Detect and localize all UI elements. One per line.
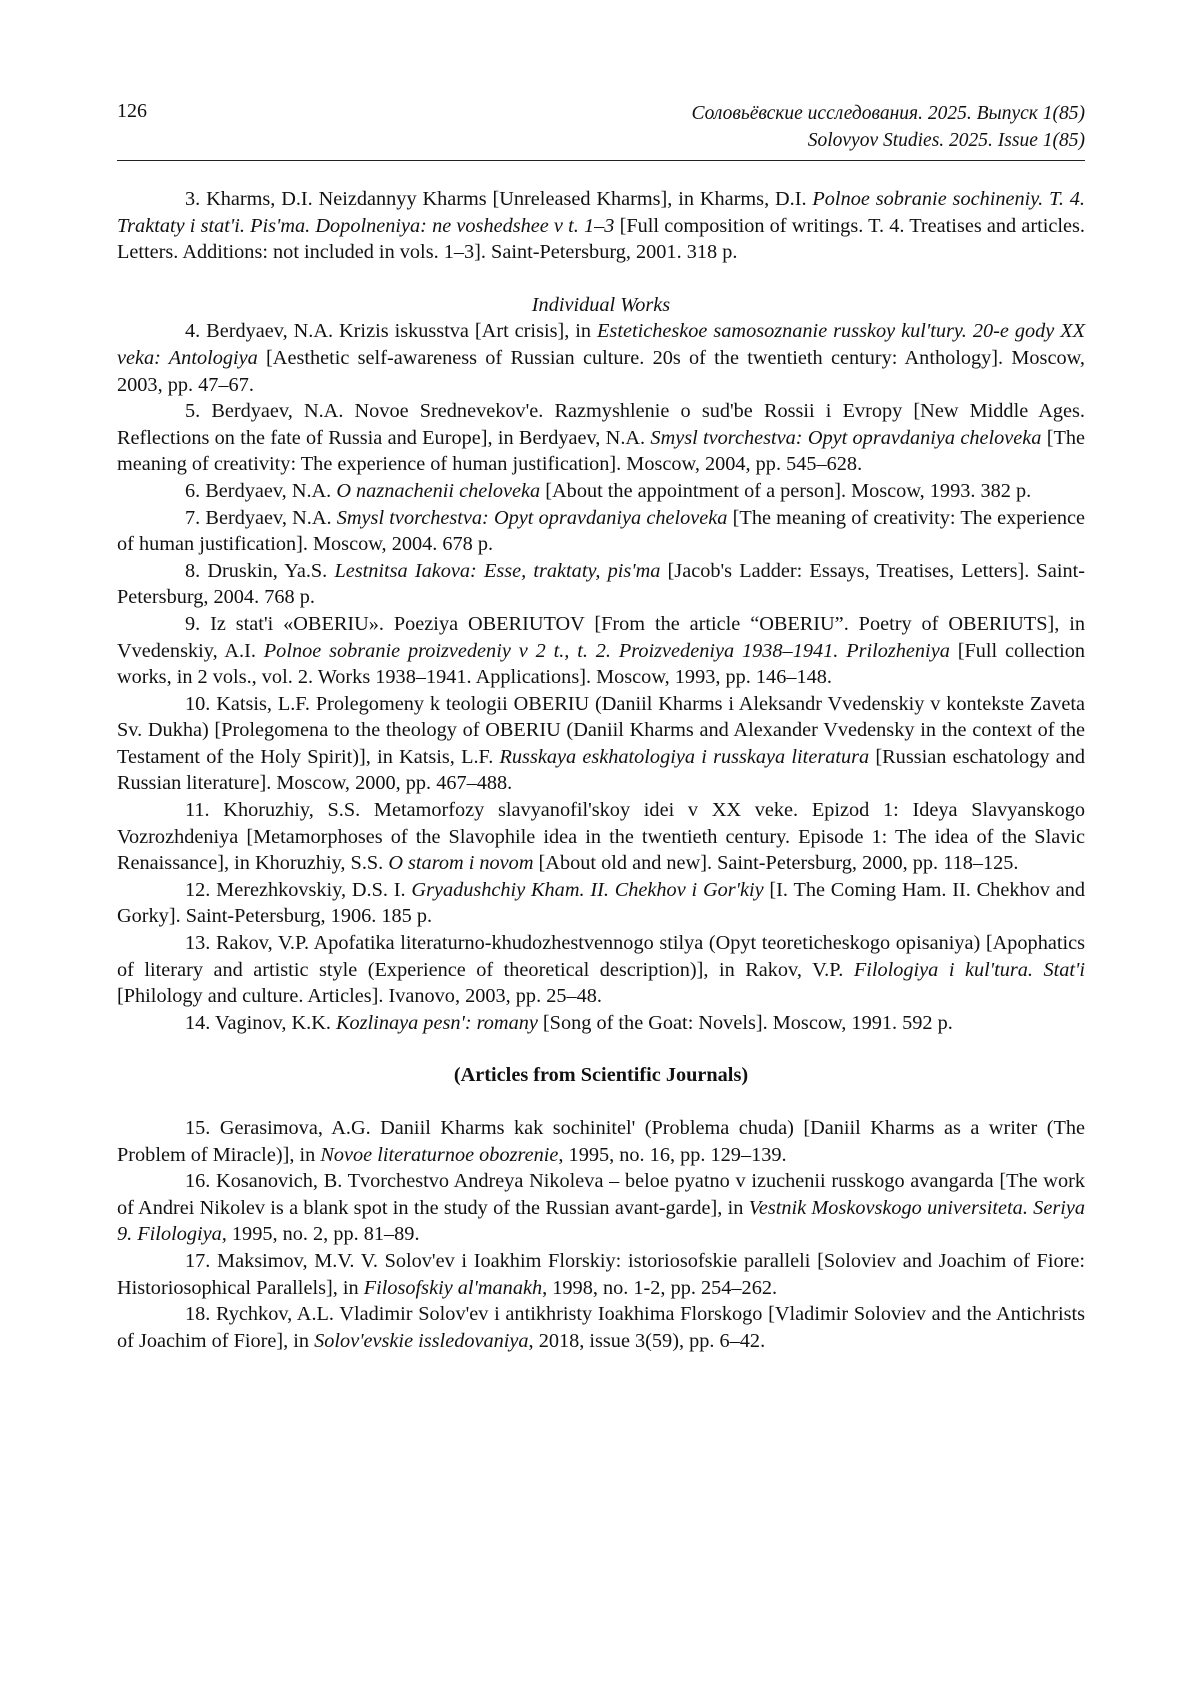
- section-heading-articles: (Articles from Scientific Journals): [453, 1064, 749, 1087]
- ref-title: Gryadushchiy Kham. II. Chekhov i Gor'kiy: [411, 878, 764, 901]
- ref-title: Solov'evskie issledovaniya: [314, 1329, 529, 1352]
- journal-title-en: Solovyov Studies. 2025. Issue 1(85): [807, 130, 1085, 151]
- ref-text: [Full collection works, in 2 vols., vol. 2. Works 1938–1941. Applications]. Moscow, 1993, pp. 146–148.: [117, 639, 1085, 689]
- reference-item-17: [117, 1248, 1085, 1301]
- ref-text: [Aesthetic self-awareness of Russian culture. 20s of the twentieth century: Anthology]. Moscow, 2003, pp. 47–67.: [117, 346, 1085, 396]
- ref-text: 14. Vaginov, K.K.: [185, 1011, 336, 1034]
- ref-title: O naznachenii cheloveka: [336, 479, 541, 502]
- ref-text: 15. Gerasimova, A.G. Daniil Kharms kak sochinitel' (Problema chuda) [Daniil Kharms as a writer (The Problem of Miracle)], in: [117, 1117, 1085, 1166]
- reference-item-3: [117, 186, 1085, 266]
- section-heading-individual-works: Individual Works: [531, 293, 671, 316]
- ref-text: [About the appointment of a person]. Moscow, 1993. 382 p.: [540, 479, 1032, 502]
- ref-text: , 1995, no. 16, pp. 129–139.: [558, 1143, 787, 1166]
- ref-title: Esteticheskoe samosoznanie russkoy kul'tury. 20-e gody XX veka: Antologiya: [117, 320, 1086, 369]
- running-header: [117, 0, 1085, 161]
- ref-text: [Song of the Goat: Novels]. Moscow, 1991. 592 p.: [537, 1011, 953, 1034]
- ref-text: 1995, no. 2, pp. 81–89.: [226, 1223, 420, 1246]
- ref-title: Novoe literaturnoe obozrenie: [320, 1143, 559, 1166]
- ref-text: 5. Berdyaev, N.A. Novoe Srednevekov'e. Razmyshlenie o sud'be Rossii i Evropy [New Middle Ages. Reflections on the fate of Russia and Europe], in Berdyaev, N.A.: [117, 400, 1085, 449]
- reference-item-12: [117, 877, 1085, 930]
- ref-text: , 1998, no. 1-2, pp. 254–262.: [542, 1276, 778, 1299]
- reference-item-11: [117, 797, 1085, 877]
- reference-item-8: [117, 558, 1085, 611]
- ref-text: [I. The Coming Ham. II. Chekhov and Gorky]. Saint-Petersburg, 1906. 185 p.: [117, 878, 1085, 928]
- ref-text: 8. Druskin, Ya.S.: [185, 559, 335, 582]
- ref-title: Polnoe sobranie sochineniy. T. 4. Traktaty i stat'i. Pis'ma. Dopolneniya: ne voshedshee v t. 1–3: [117, 188, 1085, 237]
- reference-item-14: [117, 1010, 1085, 1037]
- ref-text: 18. Rychkov, A.L. Vladimir Solov'ev i antikhristy Ioakhima Florskogo [Vladimir Soloviev and the Antichrists of Joachim of Fiore], in: [117, 1303, 1085, 1352]
- journal-title-ru: Соловьёвские исследования. 2025. Выпуск 1(85): [691, 103, 1085, 124]
- reference-item-6: [117, 478, 1085, 505]
- reference-item-16: [117, 1168, 1085, 1248]
- ref-text: 3. Kharms, D.I. Neizdannyy Kharms [Unreleased Kharms], in Kharms, D.I.: [185, 188, 813, 210]
- ref-text: 12. Merezhkovskiy, D.S. I.: [185, 878, 412, 901]
- ref-text: 17. Maksimov, M.V. V. Solov'ev i Ioakhim Florskiy: istoriosofskie paralleli [Soloviev and Joachim of Fiore: Historiosophical Parallels], in: [117, 1249, 1085, 1299]
- journal-title-block: [692, 100, 1085, 154]
- page-number: 126: [117, 100, 147, 122]
- ref-text: [The meaning of creativity: The experience of human justification]. Moscow, 2004. 678 p.: [117, 506, 1085, 556]
- ref-title: Filosofskiy al'manakh: [363, 1276, 543, 1299]
- reference-item-5: [117, 398, 1085, 478]
- ref-text: [Russian eschatology and Russian literature]. Moscow, 2000, pp. 467–488.: [117, 745, 1085, 795]
- ref-text: 16. Kosanovich, B. Tvorchestvo Andreya Nikoleva – beloe pyatno v izuchenii russkogo avangarda [The work of Andrei Nikolev is a blank spot in the study of the Russian avant-garde], in: [117, 1170, 1085, 1219]
- ref-text: [Full composition of writings. T. 4. Treatises and articles. Letters. Additions: not included in vols. 1–3]. Saint-Petersburg, 2001. 318 p.: [117, 214, 1085, 264]
- ref-text: 4. Berdyaev, N.A. Krizis iskusstva [Art crisis], in: [185, 320, 598, 343]
- ref-text: 10. Katsis, L.F. Prolegomeny k teologii OBERIU (Daniil Kharms i Aleksandr Vvedenskiy v kontekste Zaveta Sv. Dukha) [Prolegomena to the theology of OBERIU (Daniil Kharms and Alexander Vvedensky in the context of the Testament of the Holy Spirit)], in Katsis, L.F.: [117, 692, 1085, 768]
- reference-list: [117, 186, 1085, 1354]
- ref-title: Smysl tvorchestva: Opyt opravdaniya cheloveka: [650, 426, 1042, 449]
- ref-text: [Philology and culture. Articles]. Ivanovo, 2003, pp. 25–48.: [117, 985, 602, 1008]
- ref-title: O starom i novom: [388, 852, 534, 875]
- reference-item-13: [117, 930, 1085, 1010]
- reference-item-4: [117, 318, 1085, 398]
- reference-item-18: [117, 1301, 1085, 1354]
- reference-item-10: [117, 691, 1085, 797]
- reference-item-15: [117, 1115, 1085, 1168]
- ref-title: Russkaya eskhatologiya i russkaya literatura: [499, 745, 870, 768]
- ref-title: Smysl tvorchestva: Opyt opravdaniya cheloveka: [336, 506, 728, 529]
- ref-text: [The meaning of creativity: The experience of human justification]. Moscow, 2004, pp. 545–628.: [117, 426, 1086, 476]
- ref-title: Polnoe sobranie proizvedeniy v 2 t., t. 2. Proizvedeniya 1938–1941. Prilozheniya: [263, 639, 950, 662]
- ref-text: 9. Iz stat'i «OBERIU». Poeziya OBERIUTOV [From the article “OBERIU”. Poetry of OBERIUTS], in Vvedenskiy, A.I.: [117, 612, 1085, 662]
- ref-text: 13. Rakov, V.P. Apofatika literaturno-khudozhestvennogo stilya (Opyt teoreticheskogo opisaniya) [Apophatics of literary and artistic style (Experience of theoretical description)], in Rakov, V.P.: [117, 932, 1085, 981]
- ref-title: Lestnitsa Iakova: Esse, traktaty, pis'ma: [334, 559, 661, 582]
- ref-title: Kozlinaya pesn': romany: [335, 1011, 538, 1034]
- ref-text: 6. Berdyaev, N.A.: [185, 479, 337, 502]
- ref-text: 7. Berdyaev, N.A.: [185, 506, 337, 529]
- ref-title: Filologiya i kul'tura. Stat'i: [853, 958, 1085, 981]
- page: [117, 0, 1085, 1354]
- ref-title: Vestnik Moskovskogo universiteta. Seriya 9. Filologiya,: [117, 1196, 1085, 1246]
- reference-item-9: [117, 611, 1085, 691]
- ref-text: 11. Khoruzhiy, S.S. Metamorfozy slavyanofil'skoy idei v XX veke. Epizod 1: Ideya Slavyanskogo Vozrozhdeniya [Metamorphoses of the Slavophile idea in the twentieth century. Episode 1: The idea of the Slavic Renaissance], in Khoruzhiy, S.S.: [117, 799, 1085, 875]
- reference-item-7: [117, 505, 1085, 558]
- ref-text: [About old and new]. Saint-Petersburg, 2000, pp. 118–125.: [533, 852, 1019, 875]
- ref-text: [Jacob's Ladder: Essays, Treatises, Letters]. Saint-Petersburg, 2004. 768 p.: [117, 559, 1085, 609]
- ref-text: , 2018, issue 3(59), pp. 6–42.: [528, 1329, 766, 1352]
